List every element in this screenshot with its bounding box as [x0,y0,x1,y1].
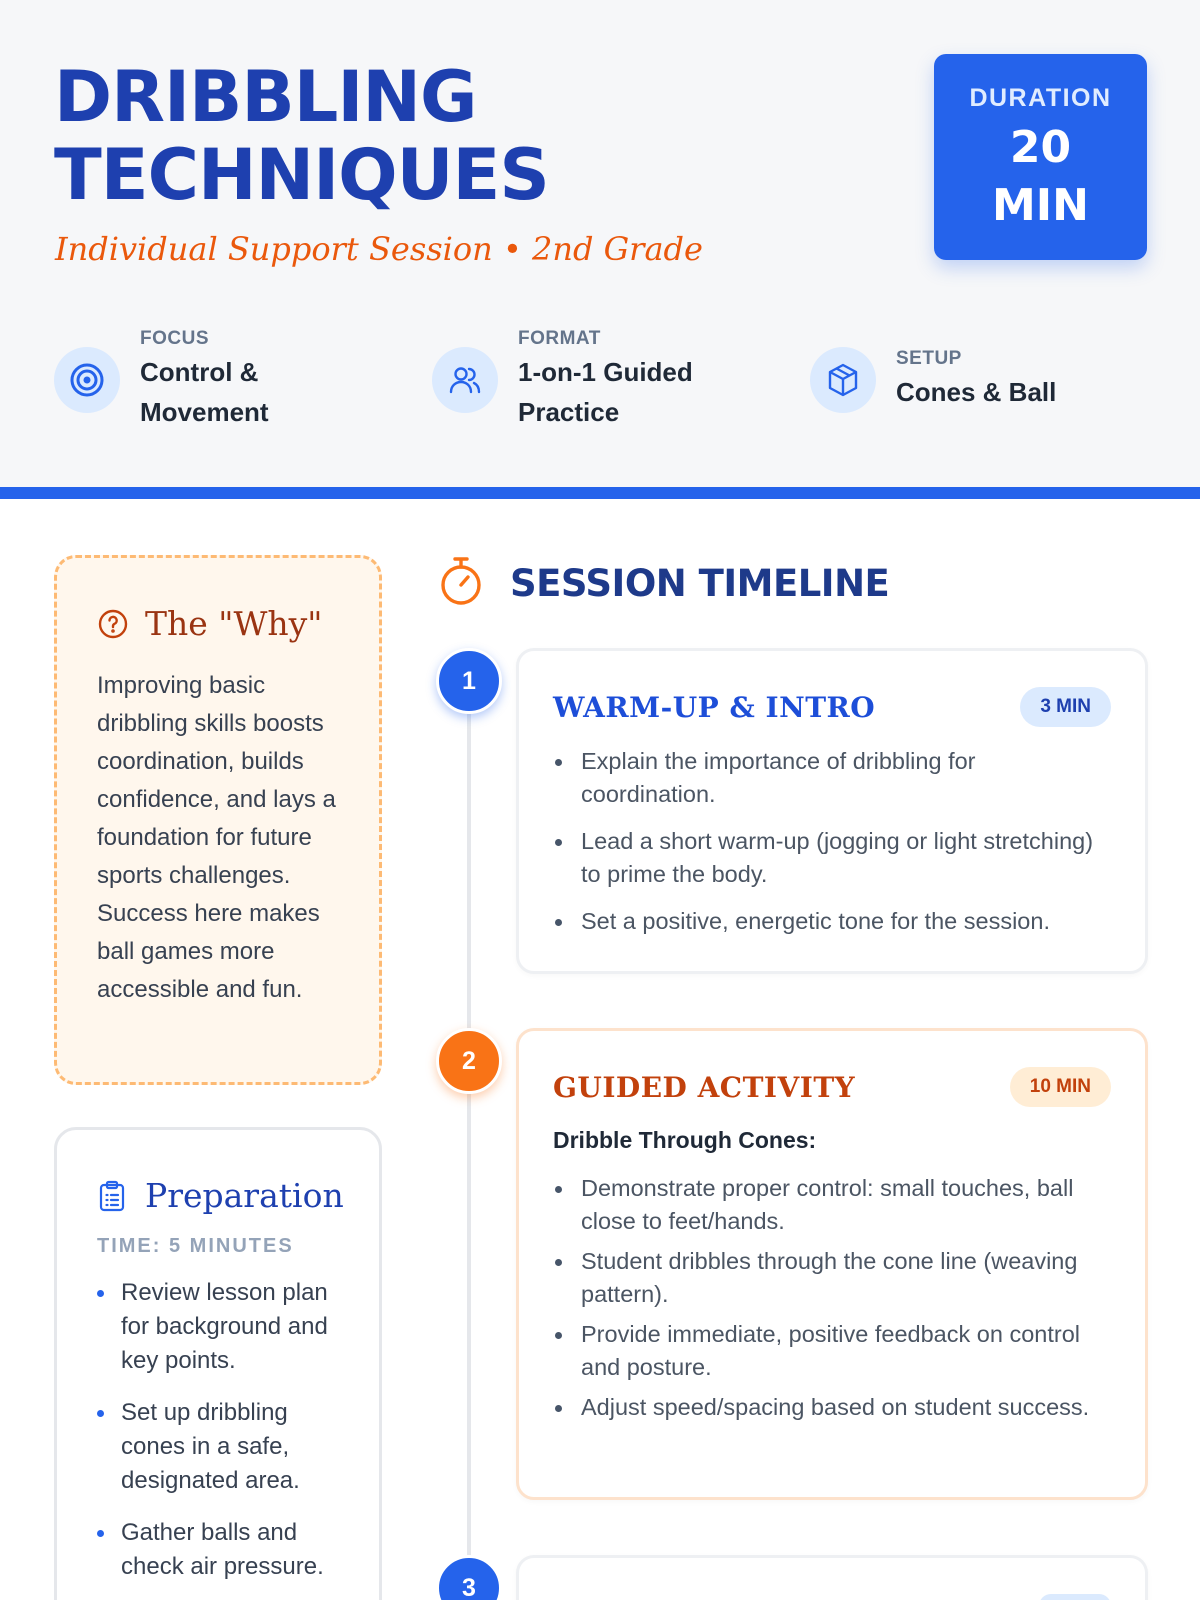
step-duration-badge: 10 MIN [1010,1067,1111,1107]
step-duration-badge [1039,1594,1111,1600]
duration-number: 20 [1009,122,1072,173]
meta-setup [810,325,1056,435]
stopwatch-icon [438,555,484,612]
list-item: Set up dribbling cones in a safe, designated area. [97,1396,349,1498]
meta-format-value: 1-on-1 Guided Practice [518,357,693,427]
list-item: Set a positive, energetic tone for the session. [553,905,1111,938]
step-list [553,745,1111,938]
box-icon [810,347,876,413]
meta-setup-label: SETUP [896,348,962,369]
list-item: Gather balls and check air pressure. [97,1516,349,1584]
header [0,0,1200,487]
timeline-line [467,690,471,1600]
step-title: GUIDED ACTIVITY [553,1070,856,1104]
duration-value [934,119,1147,235]
list-item: Adjust speed/spacing based on student success. [553,1391,1111,1424]
clipboard-icon [97,1178,133,1214]
page-subtitle: Individual Support Session • 2nd Grade [55,230,703,268]
title-line-1: DRIBBLING [54,56,477,138]
duration-card [934,54,1147,260]
meta-focus-label: FOCUS [140,328,209,349]
list-item: Review lesson plan for background and key points. [97,1276,349,1378]
header-divider [0,487,1200,499]
step-number-badge: 3 [436,1555,502,1600]
list-item: Demonstrate proper control: small touches, ball close to feet/hands. [553,1172,1111,1238]
step-list [553,1172,1111,1424]
preparation-title: Preparation [145,1176,344,1215]
step-card-guided-activity [516,1028,1148,1500]
step-duration-badge: 3 MIN [1020,687,1111,727]
why-title: The "Why" [145,604,323,643]
meta-focus-value: Control & Movement [140,357,269,427]
why-card [54,555,382,1085]
step-number-badge: 1 [436,648,502,714]
step-subtitle: Dribble Through Cones: [553,1127,817,1153]
list-item: Provide immediate, positive feedback on control and posture. [553,1318,1111,1384]
title-line-2: TECHNIQUES [54,134,549,216]
step-number-badge: 2 [436,1028,502,1094]
question-circle-icon [97,606,133,642]
duration-label: DURATION [969,84,1112,112]
step-card-3 [516,1555,1148,1600]
list-item: Student dribbles through the cone line (weaving pattern). [553,1245,1111,1311]
step-card-warm-up [516,648,1148,974]
preparation-list [97,1276,349,1584]
target-icon [54,347,120,413]
preparation-time: TIME: 5 MINUTES [97,1235,294,1257]
meta-focus [54,325,269,435]
list-item: Explain the importance of dribbling for coordination. [553,745,1111,811]
why-body: Improving basic dribbling skills boosts coordination, builds confidence, and lays a foundation for future sports challenges. Success here makes ball games more accessible and fun. [97,672,336,1003]
meta-format [432,325,693,435]
page-title [54,58,814,214]
duration-unit: MIN [992,180,1089,231]
meta-setup-value: Cones & Ball [896,377,1057,407]
timeline-title: SESSION TIMELINE [510,562,890,605]
step-title: WARM-UP & INTRO [553,690,876,724]
preparation-card [54,1127,382,1600]
meta-format-label: FORMAT [518,328,601,349]
timeline-header [438,555,889,612]
users-icon [432,347,498,413]
list-item: Lead a short warm-up (jogging or light stretching) to prime the body. [553,825,1111,891]
